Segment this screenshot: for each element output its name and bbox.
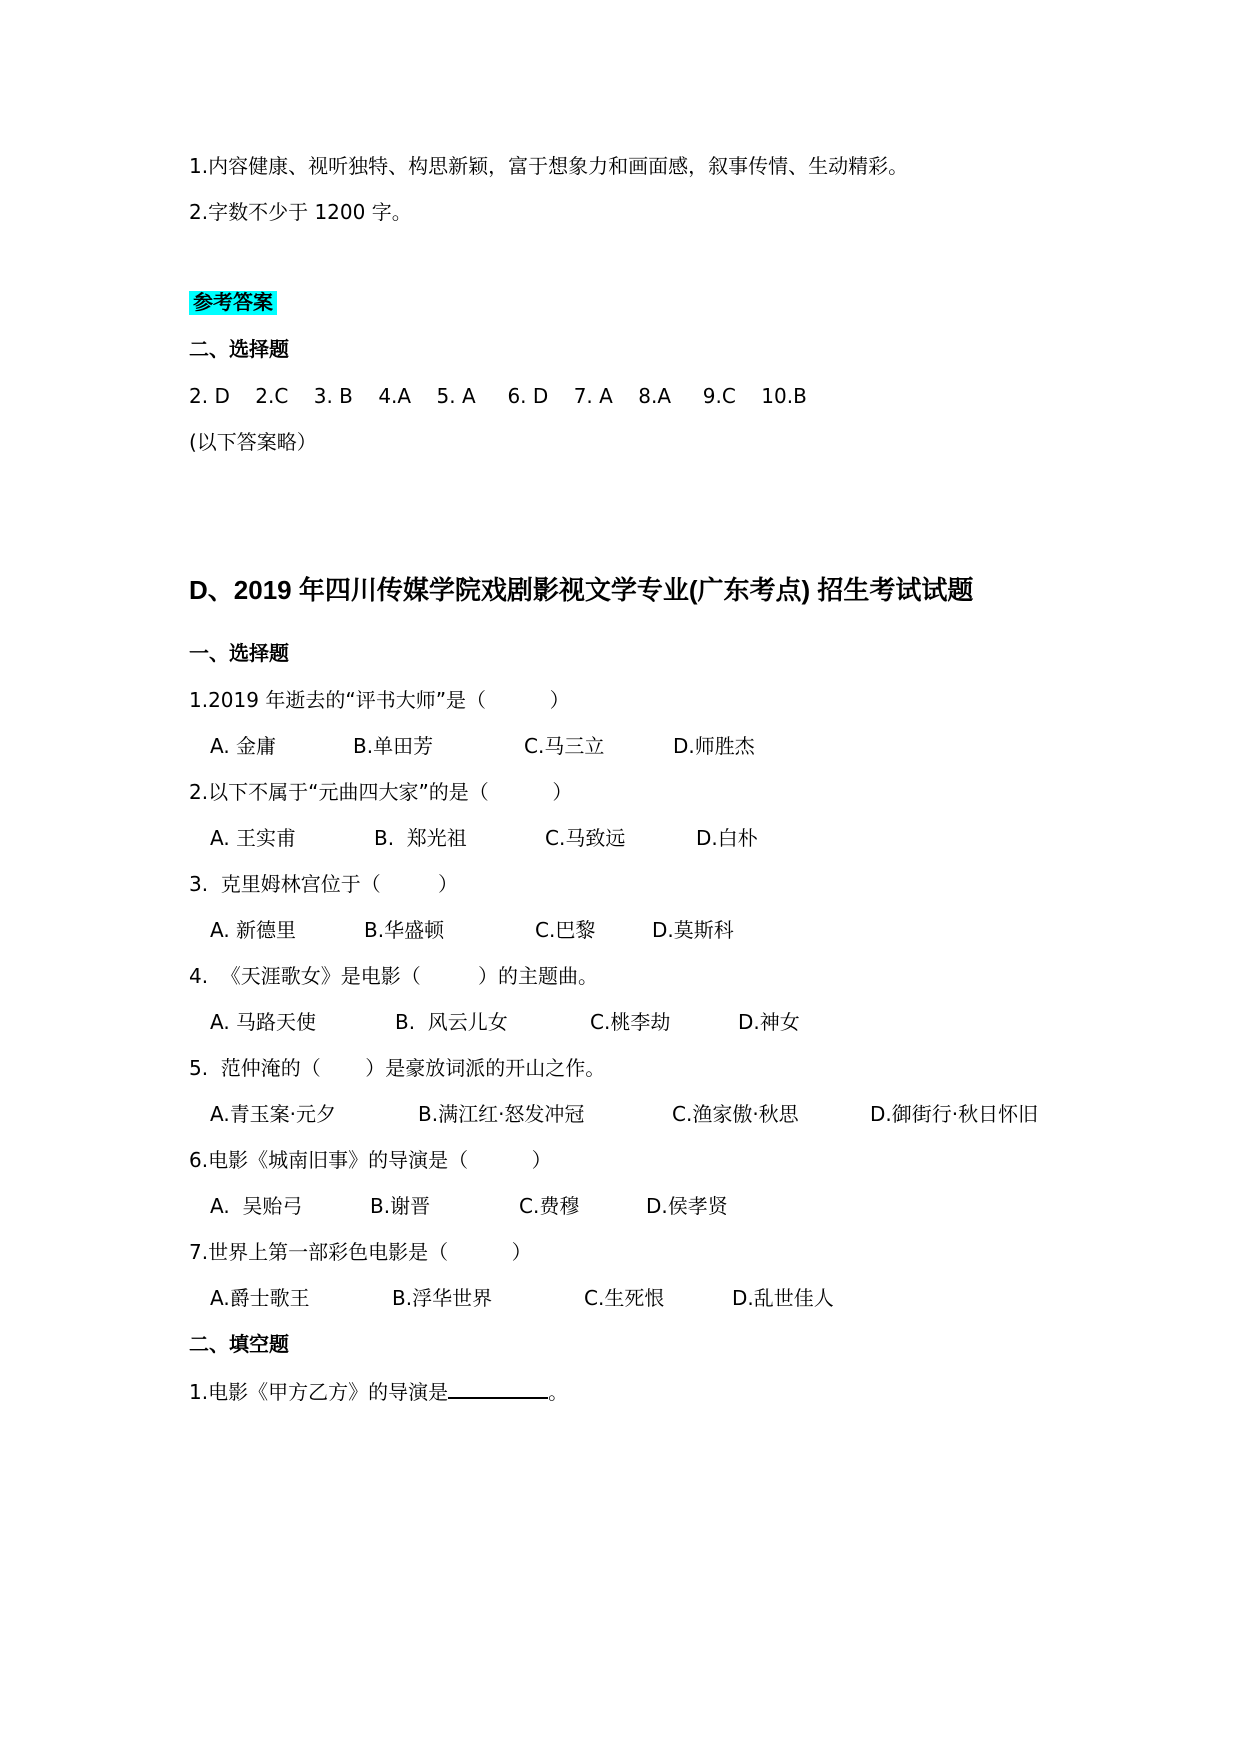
fill-question-1-text: 1.电影《甲方乙方》的导演是	[189, 1380, 449, 1404]
q2-option-b: B. 郑光祖	[374, 826, 467, 850]
question-4: 4. 《天涯歌女》是电影（ ）的主题曲。	[189, 964, 599, 988]
q4-option-b: B. 风云儿女	[395, 1010, 508, 1034]
q7-option-b: B.浮华世界	[392, 1286, 493, 1310]
q2-option-d: D.白朴	[696, 826, 758, 850]
answer-note: (以下答案略）	[189, 430, 317, 454]
question-6: 6.电影《城南旧事》的导演是（ ）	[189, 1148, 552, 1172]
q1-option-b: B.单田芳	[353, 734, 434, 758]
q4-option-d: D.神女	[738, 1010, 800, 1034]
answer-label	[189, 289, 277, 317]
q5-option-b: B.满江红·怒发冲冠	[418, 1102, 585, 1126]
q6-option-b: B.谢晋	[370, 1194, 431, 1218]
q5-option-c: C.渔家傲·秋思	[672, 1102, 799, 1126]
fill-question-1-end: 。	[548, 1380, 569, 1404]
q6-option-d: D.侯孝贤	[646, 1194, 728, 1218]
q3-option-b: B.华盛顿	[364, 918, 445, 942]
answer-label-text: 参考答案	[189, 291, 277, 315]
question-1: 1.2019 年逝去的“评书大师”是（ ）	[189, 688, 570, 712]
choice-heading: 一、选择题	[189, 643, 289, 665]
q3-option-d: D.莫斯科	[652, 918, 734, 942]
q2-option-c: C.马致远	[545, 826, 626, 850]
q1-option-a: A. 金庸	[210, 734, 277, 758]
q3-option-c: C.巴黎	[535, 918, 596, 942]
question-3: 3. 克里姆林宫位于（ ）	[189, 872, 459, 896]
answer-key-line: 2. D 2.C 3. B 4.A 5. A 6. D 7. A 8.A 9.C 10.B	[189, 384, 807, 408]
requirement-line-2: 2.字数不少于 1200 字。	[189, 200, 412, 224]
q6-option-a: A. 吴贻弓	[210, 1194, 303, 1218]
q6-option-c: C.费穆	[519, 1194, 580, 1218]
question-2: 2.以下不属于“元曲四大家”的是（ ）	[189, 780, 573, 804]
q1-option-c: C.马三立	[524, 734, 605, 758]
answer-choice-heading: 二、选择题	[189, 339, 289, 361]
q7-option-a: A.爵士歌王	[210, 1286, 310, 1310]
q4-option-c: C.桃李劫	[590, 1010, 671, 1034]
fill-blank[interactable]	[448, 1377, 548, 1399]
q7-option-d: D.乱世佳人	[732, 1286, 834, 1310]
fill-heading: 二、填空题	[189, 1334, 289, 1356]
q2-option-a: A. 王实甫	[210, 826, 297, 850]
fill-question-1	[189, 1377, 568, 1406]
q7-option-c: C.生死恨	[584, 1286, 665, 1310]
requirement-line-1: 1.内容健康、视听独特、构思新颖，富于想象力和画面感，叙事传情、生动精彩。	[189, 154, 909, 178]
q5-option-d: D.御街行·秋日怀旧	[870, 1102, 1039, 1126]
q5-option-a: A.青玉案·元夕	[210, 1102, 337, 1126]
question-7: 7.世界上第一部彩色电影是（ ）	[189, 1240, 532, 1264]
question-5: 5. 范仲淹的（ ）是豪放词派的开山之作。	[189, 1056, 606, 1080]
q4-option-a: A. 马路天使	[210, 1010, 317, 1034]
q3-option-a: A. 新德里	[210, 918, 297, 942]
q1-option-d: D.师胜杰	[673, 734, 755, 758]
exam-title: D、2019 年四川传媒学院戏剧影视文学专业(广东考点) 招生考试试题	[189, 575, 974, 605]
